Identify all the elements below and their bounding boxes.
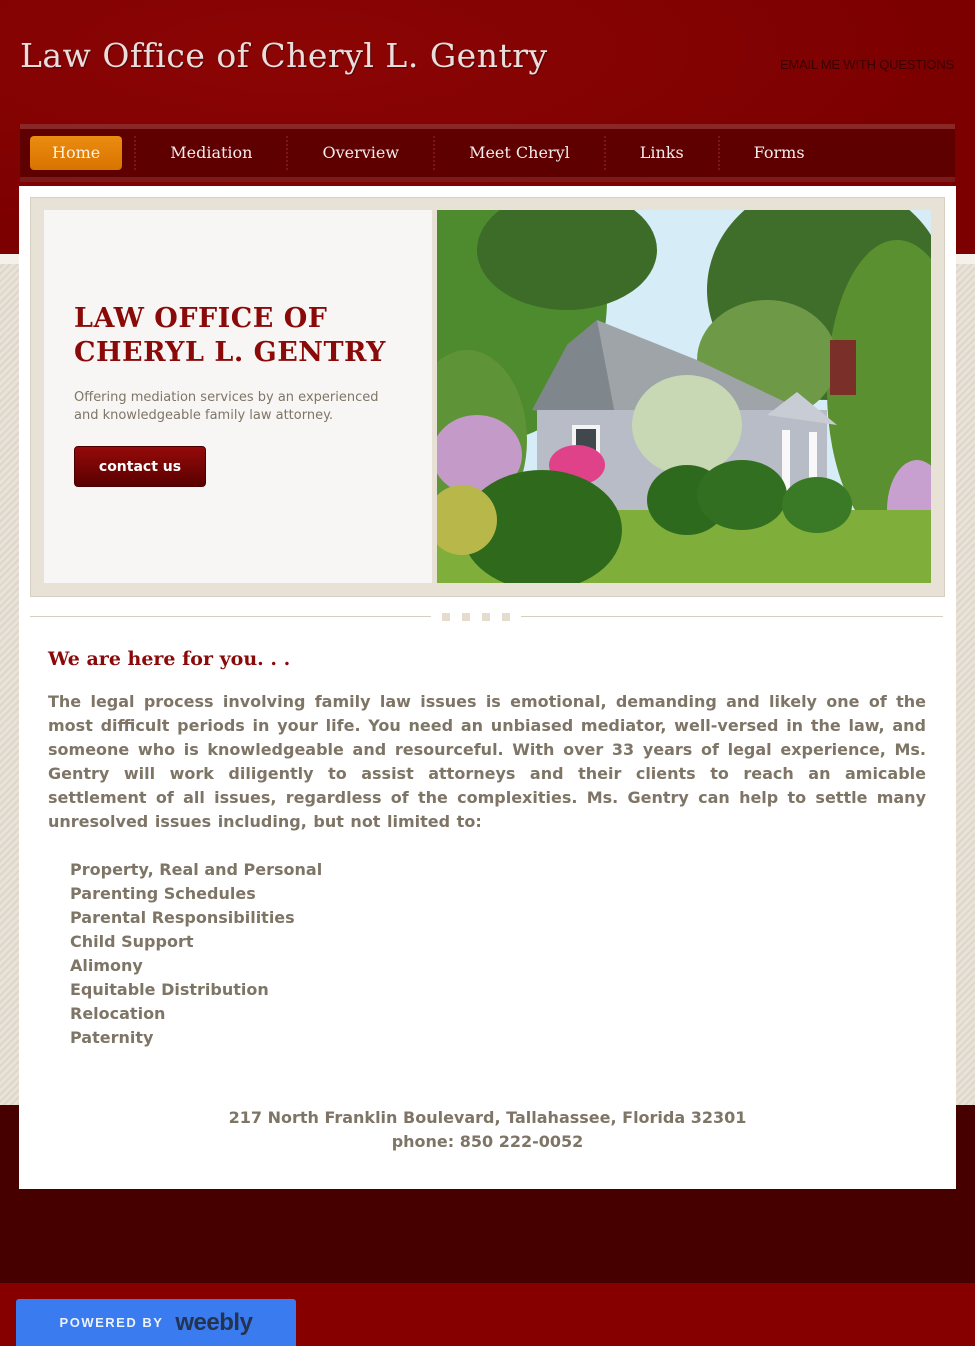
email-me-link[interactable]: EMAIL ME WITH QUESTIONS <box>779 57 954 72</box>
phone-text: phone: 850 222-0052 <box>391 1132 584 1151</box>
nav-item-overview[interactable]: Overview <box>322 143 400 162</box>
nav-separator <box>433 136 435 170</box>
list-item: Paternity <box>70 1028 154 1047</box>
page-content <box>19 186 956 1189</box>
divider-ornament <box>431 610 521 624</box>
hero-heading <box>74 302 386 370</box>
powered-by-weebly-badge[interactable] <box>16 1299 296 1346</box>
nav-separator <box>134 136 136 170</box>
nav-item-links[interactable]: Links <box>639 143 684 162</box>
issues-list <box>70 858 322 1050</box>
list-item: Child Support <box>70 932 194 951</box>
nav-separator <box>718 136 720 170</box>
hero-banner <box>30 197 945 597</box>
list-item: Parental Responsibilities <box>70 908 295 927</box>
hero-heading-line2: CHERYL L. GENTRY <box>74 337 386 368</box>
list-item: Property, Real and Personal <box>70 860 323 879</box>
nav-item-meet-cheryl[interactable]: Meet Cheryl <box>469 143 570 162</box>
address-text: 217 North Franklin Boulevard, Tallahassee, Florida 32301 <box>228 1108 747 1127</box>
house-photo <box>437 210 931 583</box>
hero-heading-line1: LAW OFFICE OF <box>74 303 328 334</box>
list-item: Relocation <box>70 1004 166 1023</box>
contact-info <box>19 1106 956 1154</box>
list-item: Alimony <box>70 956 143 975</box>
nav-item-mediation[interactable]: Mediation <box>170 143 253 162</box>
main-nav <box>20 124 955 182</box>
contact-us-button[interactable]: contact us <box>74 446 206 487</box>
hero-text-panel <box>44 210 432 583</box>
hero-subtitle: Offering mediation services by an experienced and knowledgeable family law attorney. <box>74 390 379 423</box>
weebly-logo-icon: weebly <box>175 1308 253 1336</box>
section-title: We are here for you. . . <box>48 648 291 670</box>
nav-item-forms[interactable]: Forms <box>753 143 805 162</box>
intro-paragraph: The legal process involving family law issues is emotional, demanding and likely one of the most difficult periods in your life. You need an unbiased mediator, well-versed in the law, and someone who is knowledgeable and resourceful. With over 33 years of legal experience, Ms. Gentry will work diligently to assist attorneys and their clients to reach an amicable settlement of all issues, regardless of the complexities. Ms. Gentry can help to settle many unresolved issues including, but not limited to: <box>48 692 926 831</box>
site-title[interactable]: Law Office of Cheryl L. Gentry <box>20 36 548 75</box>
nav-item-home[interactable]: Home <box>30 136 122 170</box>
powered-by-label: POWERED BY <box>59 1315 164 1330</box>
nav-separator <box>604 136 606 170</box>
list-item: Equitable Distribution <box>70 980 269 999</box>
list-item: Parenting Schedules <box>70 884 256 903</box>
nav-separator <box>286 136 288 170</box>
